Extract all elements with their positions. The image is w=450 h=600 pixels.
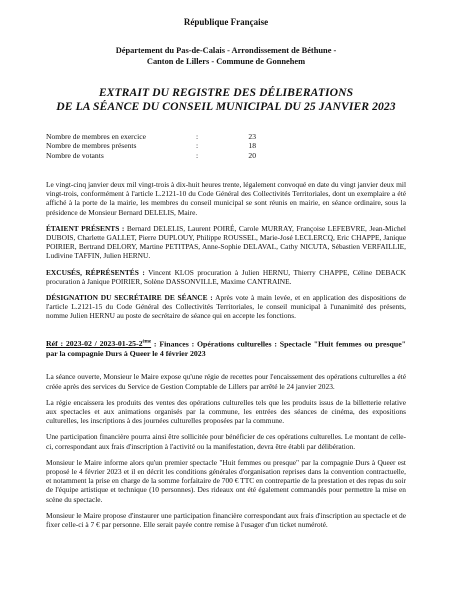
presents-label: ÉTAIENT PRÉSENTS : — [46, 223, 125, 233]
count-colon: : — [196, 150, 199, 160]
reference-subject: : Finances : Opérations culturelles : Spectacle "Huit femmes ou presque" par la compagnie Durs à Queer le 4 février 2023 — [46, 339, 406, 358]
presents-text: Bernard DELELIS, Laurent POIRÉ, Carole MURRAY, Françoise LEFEBVRE, Jean-Michel DUBOIS, Charlette GALLET, Pierre DUPLOUY, Philippe ROUSSEL, Marie-José LECLERCQ, Eric CHAPPE, Janique POIRIER, Bertrand DELORY, Martine PETITPAS, Anne-Sophie DELAVAL, Cathy NICUTA, Sébastien VERFAILLIE, Ludivine TAFFIN, Julien HERNU. — [46, 223, 406, 261]
title-line-2: DE LA SÉANCE DU CONSEIL MUNICIPAL DU 25 JANVIER 2023 — [56, 100, 396, 113]
body-paragraph: Monsieur le Maire propose d'instaurer une participation financière correspondant aux frais d'inscription au spectacle et de fixer celle-ci à 7 € par personne. Elle serait payée contre remise à l'usager d'un ticket numéroté. — [46, 510, 406, 529]
count-colon: : — [196, 132, 199, 141]
count-colon: : — [196, 141, 199, 151]
presents-paragraph — [46, 224, 406, 261]
excuses-text: Vincent KLOS procuration à Julien HERNU, Thierry CHAPPE, Céline DEBACK procuration à Janique POIRIER, Solène DASSONVILLE, Maxime CANTRAINE. — [46, 267, 406, 286]
republic-heading: République Française — [183, 17, 269, 27]
department-line-2: Canton de Lillers - Commune de Gonnehem — [146, 57, 306, 66]
body-paragraph: Une participation financière pourra ainsi être sollicitée pour bénéficier de ces opérations culturelles. Le montant de celle-ci, correspondant aux frais d'inscription à l'activité ou la manifestation, devra être établi par délibération. — [46, 432, 406, 451]
count-label: Nombre de membres en exercice — [46, 132, 146, 141]
body-paragraph: La régie encaissera les produits des ventes des opérations culturelles tels que les produits issus de la billetterie relative aux spectacles et aux animations organisés par la commune, les entrées des séances de cinéma, des expositions culturelles, les inscriptions à des journées culturelles proposées par la commune. — [46, 397, 406, 426]
title-line-1: EXTRAIT DU REGISTRE DES DÉLIBERATIONS — [98, 86, 354, 99]
reference-superscript: ème — [142, 339, 152, 345]
department-heading — [46, 45, 406, 67]
reference-number — [46, 339, 151, 348]
count-value: 23 — [248, 132, 256, 141]
secretary-paragraph — [46, 293, 406, 321]
excuses-paragraph — [46, 268, 406, 286]
document-title — [46, 86, 406, 114]
secretary-text: Après vote à main levée, et en application des dispositions de l'article L.2121-15 du Code Général des Collectivités Territoriales, le conseil municipal à l'unanimité des présents, nomme Julien HERNU au poste de secrétaire de séance qui en accepte les fonctions. — [46, 292, 406, 321]
count-value: 18 — [248, 141, 256, 151]
excuses-label: EXCUSÉS, RÉPRÉSENTÉS : — [46, 267, 145, 277]
count-row — [46, 141, 256, 150]
department-line-1: Département du Pas-de-Calais - Arrondissement de Béthune - — [115, 46, 337, 55]
count-label: Nombre de votants — [46, 150, 104, 160]
count-label: Nombre de membres présents — [46, 141, 137, 151]
count-row — [46, 132, 256, 141]
reference-label: Réf : 2023-02 / 2023-01-25-2 — [46, 339, 143, 349]
body-paragraph: La séance ouverte, Monsieur le Maire expose qu'une régie de recettes pour l'encaissement des opérations culturelles a été créée après des services du Service de Gestion Comptable de Lillers par arrêté le 24 janvier 2023. — [46, 372, 406, 391]
secretary-label: DÉSIGNATION DU SECRÉTAIRE DE SÉANCE : — [46, 292, 213, 302]
member-counts-table — [46, 132, 256, 160]
count-value: 20 — [248, 150, 256, 160]
deliberation-reference — [46, 338, 406, 359]
intro-paragraph: Le vingt-cinq janvier deux mil vingt-trois à dix-huit heures trente, légalement convoqué en date du vingt janvier deux mil vingt-trois, conformément à l'article L.2121-10 du Code Général des Collectivités Territoriales, dont un exemplaire a été affiché à la porte de la mairie, les membres du conseil municipal se sont réunis en mairie, en séance ordinaire, sous la présidence de Monsieur Bernard DELELIS, Maire. — [46, 179, 406, 217]
body-paragraph: Monsieur le Maire informe alors qu'un premier spectacle "Huit femmes ou presque" par la compagnie Durs à Queer est proposé le 4 février 2023 et il en décrit les conditions générales d'organisation reprises dans la convention contractuelle, et notamment la prise en charge de la somme forfaitaire de 700 € TTC en contrepartie de la prestation et des repas du soir de l'équipe artistique et technique (10 personnes). Des rideaux ont été également commandés pour permettre la mise en scène du spectacle. — [46, 457, 406, 504]
count-row — [46, 151, 256, 160]
